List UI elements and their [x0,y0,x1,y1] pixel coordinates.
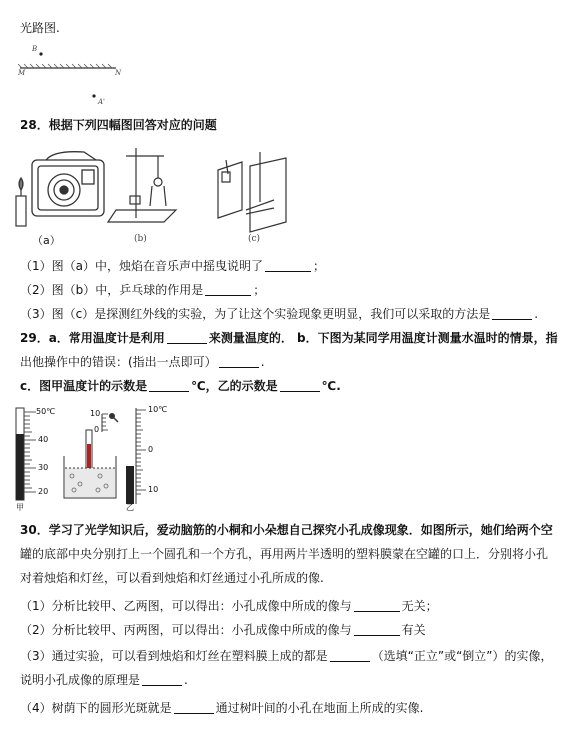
q28-sub3-end: . [534,307,539,321]
q29-line3 [20,378,341,394]
q28-sub2 [20,282,265,298]
point-b-label: B [32,45,38,53]
jia-tick-30: 30 [38,463,49,472]
q28-sub1-blank [265,259,311,272]
q28-sub1-text: （1）图（a）中，烛焰在音乐声中摇曳说明了 [20,259,263,273]
q30-s3-c: 说明小孔成像的原理是 [20,673,141,687]
q29-line1 [20,330,558,346]
point-m-label: M [18,69,26,77]
caption-a: （a） [32,234,61,247]
q28-sub2-end: ； [253,283,266,297]
caption-c: (c) [248,234,261,244]
jia-tick-50: 50℃ [36,407,56,416]
q29-line1-a: 29．a．常用温度计是利用 [20,331,165,345]
q29-line3-a: c．图甲温度计的示数是 [20,379,148,393]
point-b-dot [39,52,42,55]
q30-sub4 [20,700,423,716]
yi-tick-10: 10 [148,485,159,494]
q30-p3: 对着烛焰和灯丝，可以看到烛焰和灯丝通过小孔所成的像. [20,571,324,585]
q30-s3-a: （3）通过实验，可以看到烛焰和灯丝在塑料膜上成的都是 [20,649,328,663]
prism-figure [218,152,286,232]
q28-figures [14,140,294,250]
q29-blank-4 [280,379,320,392]
point-a-dot [92,94,95,97]
q29-line2 [20,354,265,370]
jia-tick-40: 40 [38,435,49,444]
jia-tick-20: 20 [38,487,49,496]
q30-s4-a: （4）树荫下的圆形光斑就是 [20,701,172,715]
q29-blank-1 [167,331,207,344]
q30-s2-b: 有关 [401,623,426,637]
q29-line3-end: ℃. [321,379,341,393]
point-n-label: N [115,69,122,77]
q29-blank-3 [149,379,189,392]
q30-blank-3 [330,649,370,662]
q29-line2-end: . [260,355,265,369]
q28-sub2-text: （2）图（b）中，乒乓球的作用是 [20,283,204,297]
q30-sub2 [20,622,426,638]
thermometer-jia [16,408,36,500]
q29-line1-b: 来测量温度的． b．下图为某同学用温度计测量水温时的情景，指 [208,331,558,345]
jia-label: 甲 [16,503,24,512]
q30-p2: 罐的底部中央分别打上一个圆孔和一个方孔，再用两片半透明的塑料膜蒙在空罐的口上．分别将小孔 [20,547,549,561]
q30-s1-a: （1）分析比较甲、乙两图，可以得出：小孔成像中所成的像与 [20,599,352,613]
q29-blank-2 [219,355,259,368]
stand-figure [108,148,176,222]
thermometer-figure [12,404,182,512]
yi-tick-0: 0 [148,445,154,454]
thermometer-yi [126,408,146,504]
q28-sub1-end: ； [313,259,326,273]
q30-blank-5 [174,701,214,714]
yi-tick-10c: 10℃ [148,405,168,414]
q30-blank-4 [142,673,182,686]
q28-sub1 [20,258,325,274]
caption-b: (b) [134,234,147,244]
q28-sub3-blank [492,307,532,320]
q30-sub3 [20,648,553,664]
q30-blank-1 [354,599,400,612]
mid-tick-0: 0 [94,425,100,434]
point-a-label: A' [98,98,105,106]
mid-tick-10: 10 [90,409,101,418]
mirror-figure [18,44,128,110]
q30-sub1 [20,598,438,614]
q30-s2-a: （2）分析比较甲、丙两图，可以得出：小孔成像中所成的像与 [20,623,352,637]
top-text: 光路图. [20,21,60,35]
q30-s1-b: 无关； [401,599,438,613]
q30-s3-end: . [184,673,188,687]
q28-sub2-blank [205,283,251,296]
q30-sub3-cont [20,672,188,688]
candle-figure [16,178,26,226]
speaker-figure [32,152,104,216]
beaker-figure [64,414,118,499]
yi-label: 乙 [126,503,134,512]
mirror-diagram [18,44,128,110]
q30-s4-b: 通过树叶间的小孔在地面上所成的实像. [215,701,424,715]
q29-line3-b: ℃，乙的示数是 [191,379,278,393]
q29-line2-a: 出他操作中的错误：(指出一点即可） [20,355,217,369]
q30-s3-b: （选填“正立”或“倒立”）的实像， [371,649,553,663]
q28-sub3-text: （3）图（c）是探测红外线的实验，为了让这个实验现象更明显，我们可以采取的方法是 [20,307,491,321]
q28-title: 28．根据下列四幅图回答对应的问题 [20,118,217,132]
q28-sub3 [20,306,538,322]
q30-p1: 30．学习了光学知识后，爱动脑筋的小桐和小朵想自己探究小孔成像现象．如图所示，她们给两个空 [20,523,553,537]
q30-blank-2 [354,623,400,636]
